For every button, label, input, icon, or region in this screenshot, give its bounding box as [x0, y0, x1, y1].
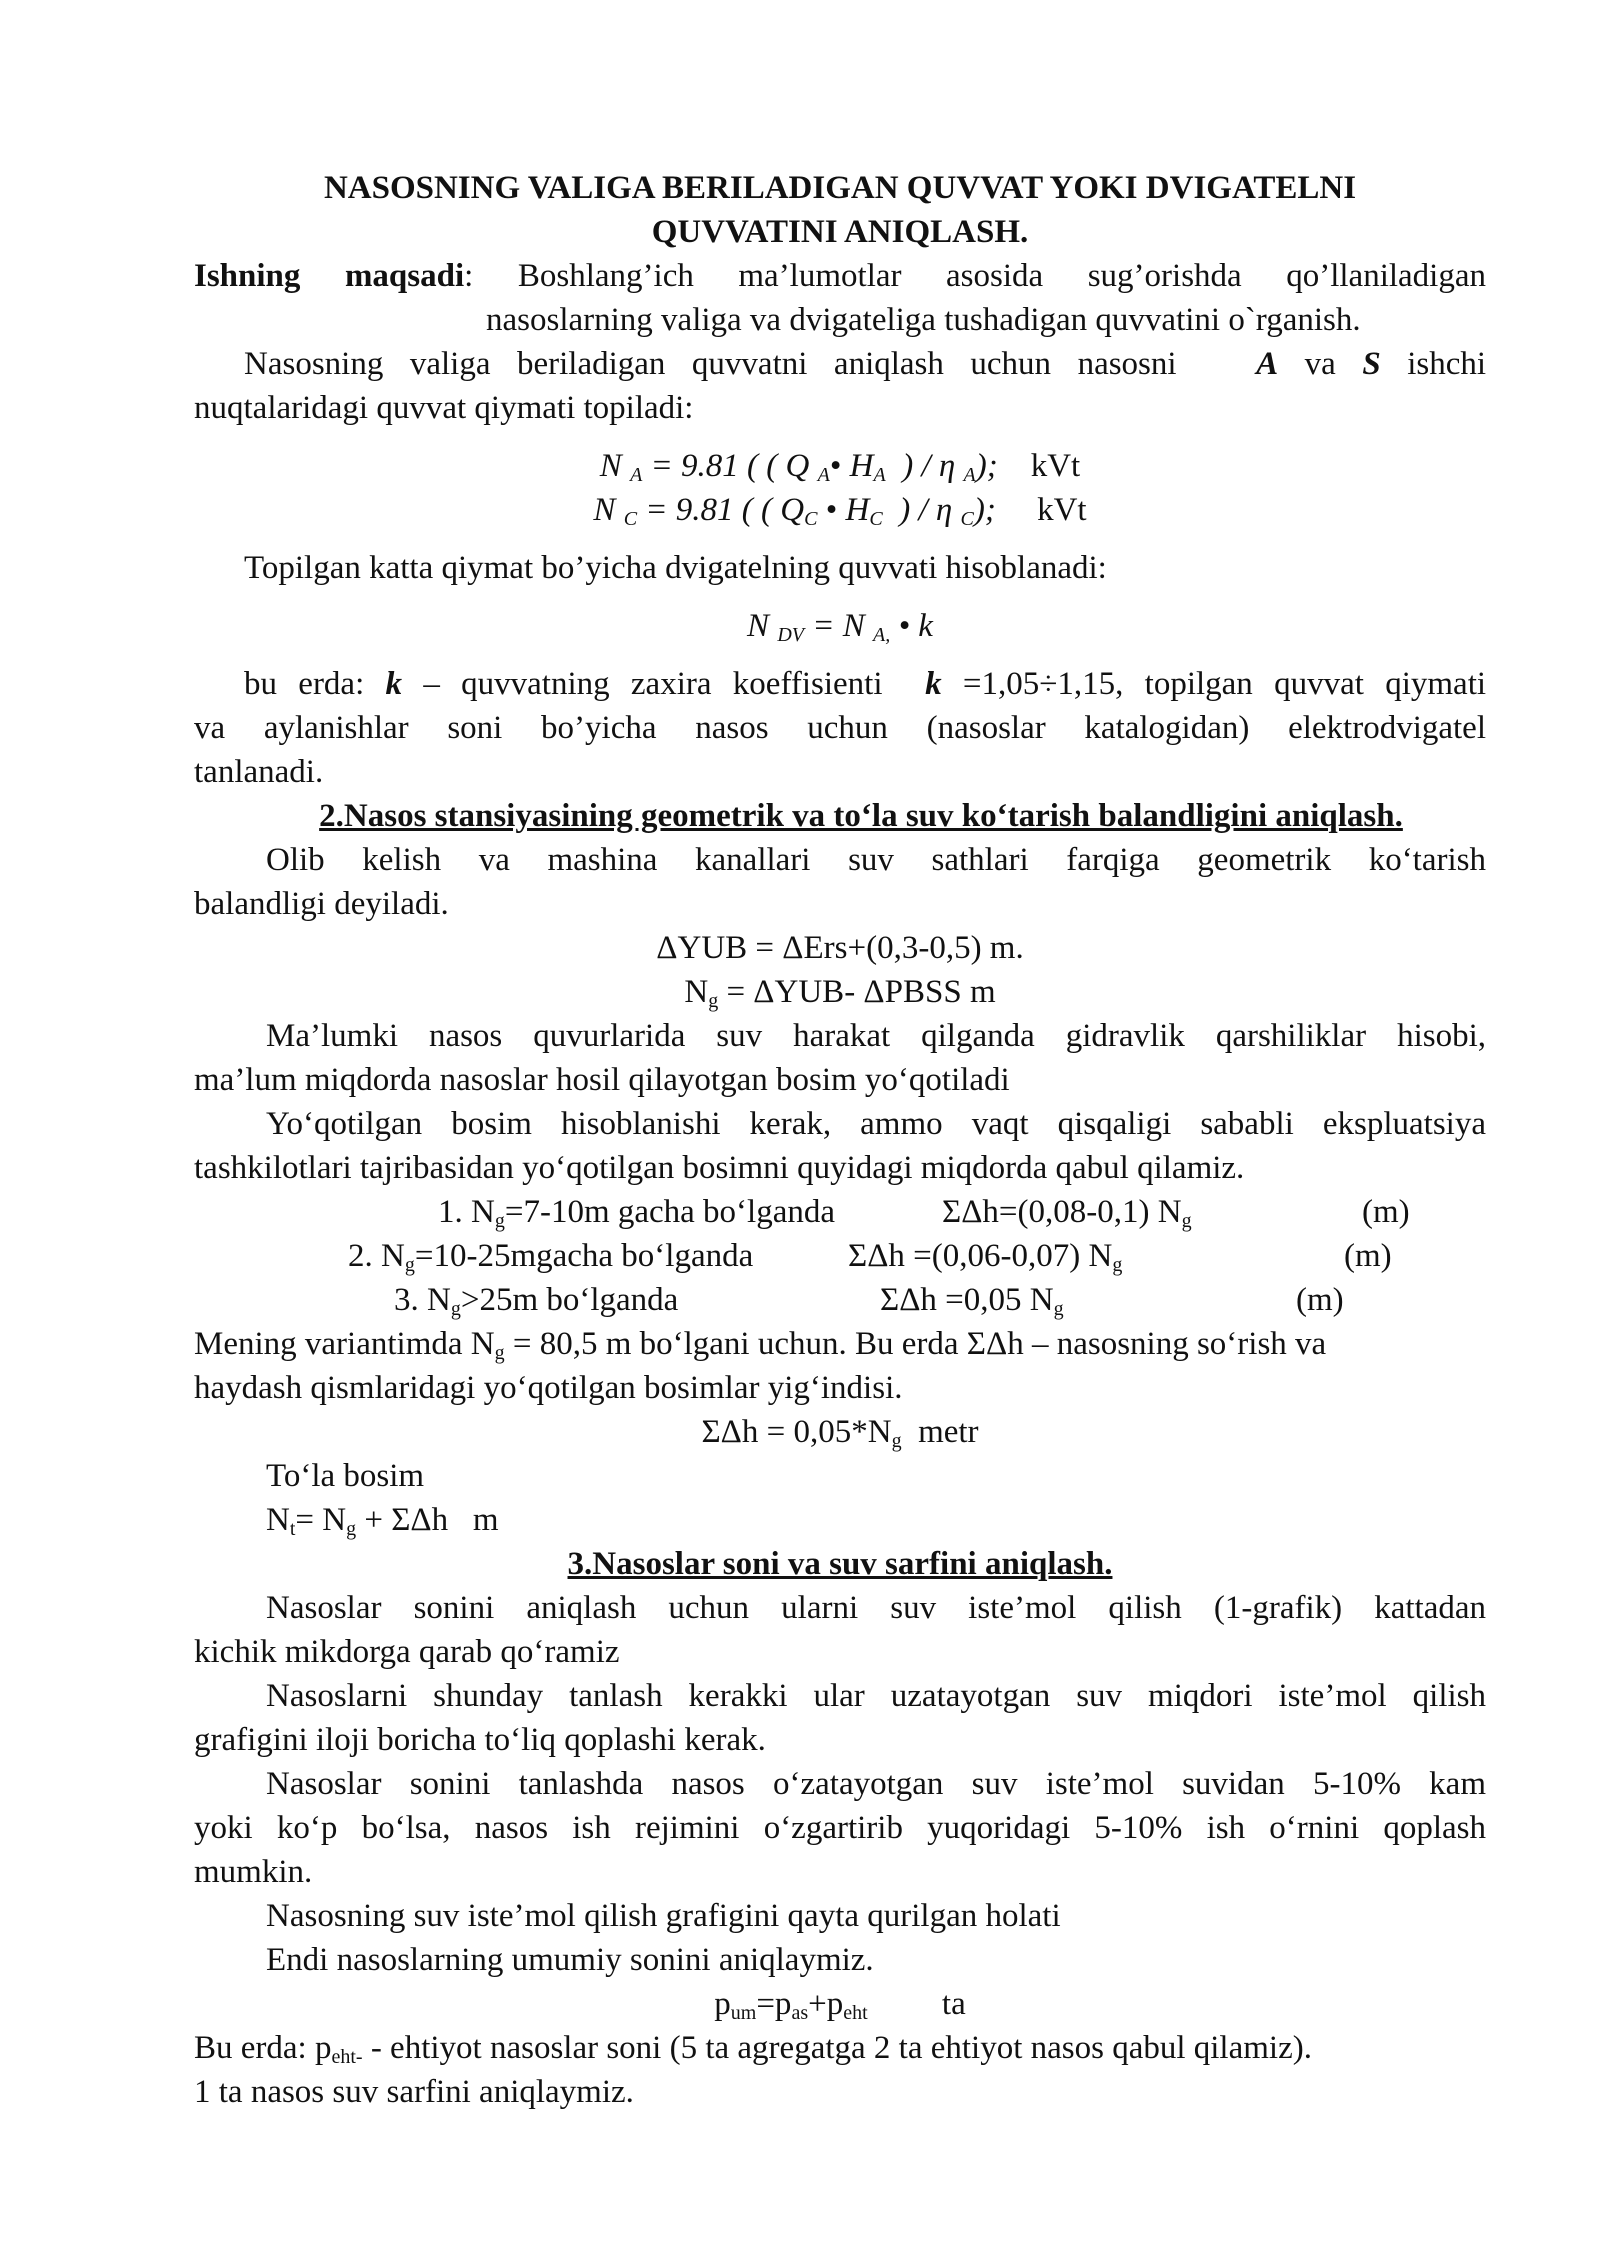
page-title-line-1: NASOSNING VALIGA BERILADIGAN QUVVAT YOKI DVIGATELNI — [323, 170, 1357, 206]
bu-erda-line: Bu erda: $p_{eht-}$ - ehtiyot nasoslar soni (5 ta agregatga 2 ta ehtiyot nasos qabul qilamiz). — [194, 2030, 1312, 2068]
case-row-1: 1. $N_g=7-10m$ gacha bo‘lganda ΣΔh=(0,08-0,1) $N_g$ (m) — [438, 1194, 1410, 1232]
formula-sum-dh: $\Sigma\Delta h = 0,05*N_g$ metr — [701, 1414, 979, 1452]
formula-ng: $N_g = \Delta YUB-$ ΔPBSS m — [684, 974, 996, 1012]
topilgan-text: Topilgan katta qiymat bo’yicha dvigatelning quvvati hisoblanadi: — [244, 550, 1107, 586]
page-title-line-2: QUVVATINI ANIQLASH. — [651, 214, 1029, 250]
s3-p5: Endi nasoslarning umumiy sonini aniqlaymiz. — [266, 1942, 874, 1978]
unit-kvt-c: kVt — [1037, 492, 1087, 528]
formula-ndv: N $_{DV}$ = N $_{A,}$ • k — [747, 608, 933, 646]
s3-p1-line-2: kichik mikdorga qarab qo‘ramiz — [194, 1634, 620, 1670]
formula-yub: ΔYUB = ΔErs+(0,3-0,5) m. — [656, 930, 1024, 966]
intro-line-2: nuqtalaridagi quvvat qiymati topiladi: — [194, 390, 694, 426]
k-line-2: va aylanishlar soni bo’yicha nasos uchun (nasoslar katalogidan) elektrodvigatel — [194, 710, 1486, 746]
variant-line-1: Mening variantimda $N_g = 80,5$ m bo‘lgani uchun. Bu erda ΣΔh – nasosning so‘rish va — [194, 1326, 1327, 1364]
unit-kvt-a: kVt — [1030, 448, 1081, 484]
intro-text-b: ishchi — [1407, 346, 1487, 382]
aim-line-1 — [194, 254, 1486, 298]
case-row-3: 3. $N_g>25m$ bo‘lganda ΣΔh =0,05 $N_g$ (m) — [394, 1282, 1344, 1320]
document-body — [194, 166, 1486, 2114]
s3-p2-line-2: grafigini iloji boricha to‘liq qoplashi kerak. — [194, 1722, 766, 1758]
s2-p2-line-1: Ma’lumki nasos quvurlarida suv harakat qilganda gidravlik qarshiliklar hisobi, — [266, 1018, 1486, 1054]
intro-line-1 — [194, 342, 1486, 386]
s3-p3-line-2: yoki ko‘p bo‘lsa, nasos ish rejimini o‘zgartirib yuqoridagi 5-10% ish o‘rnini qoplash — [194, 1810, 1486, 1846]
aim-label: Ishning maqsadi — [194, 258, 465, 294]
aim-colon: : — [464, 258, 474, 294]
s2-p2-line-2: ma’lum miqdorda nasoslar hosil qilayotgan bosim yo‘qotiladi — [194, 1062, 1010, 1098]
s3-p3-line-3: mumkin. — [194, 1854, 313, 1890]
s3-p3-line-1: Nasoslar sonini tanlashda nasos o‘zatayotgan suv iste’mol suvidan 5-10% kam — [266, 1766, 1486, 1802]
tola-bosim: To‘la bosim — [266, 1458, 425, 1494]
formula-na: N $_A$ = 9.81 ( ( Q $_A$• $H_A$ ) / η $_A$); kVt — [599, 448, 1081, 486]
aim-line-2: nasoslarning valiga va dvigateliga tushadigan quvvatini o`rganish. — [486, 302, 1361, 338]
section-2-heading: 2.Nasos stansiyasining geometrik va to‘la suv ko‘tarish balandligini aniqlash. — [319, 798, 1403, 834]
last-line: 1 ta nasos suv sarfini aniqlaymiz. — [194, 2074, 634, 2110]
point-a: A — [1256, 346, 1279, 382]
s2-p1-line-2: balandligi deyiladi. — [194, 886, 449, 922]
formula-nc: N $_C$ = 9.81 ( ( $Q_C$ • $H_C$ ) / η $_C$); kVt — [593, 492, 1087, 530]
formula-pum: $p_{um}=p_{as}+p_{eht}$ ta — [714, 1986, 966, 2024]
k-line-3: tanlanadi. — [194, 754, 324, 790]
variant-line-2: haydash qismlaridagi yo‘qotilgan bosimlar yig‘indisi. — [194, 1370, 903, 1406]
s3-p4: Nasosning suv iste’mol qilish grafigini qayta qurilgan holati — [266, 1898, 1061, 1934]
s3-p1-line-1: Nasoslar sonini aniqlash uchun ularni suv iste’mol qilish (1-grafik) kattadan — [266, 1590, 1486, 1626]
case-row-2: 2. $N_g=10-25mgacha$ bo‘lganda ΣΔh =(0,06-0,07) $N_g$ (m) — [348, 1238, 1392, 1276]
s2-p3-line-2: tashkilotlari tajribasidan yo‘qotilgan bosimni quyidagi miqdorda qabul qilamiz. — [194, 1150, 1245, 1186]
s2-p1-line-1: Olib kelish va mashina kanallari suv sathlari farqiga geometrik ko‘tarish — [266, 842, 1486, 878]
formula-nt: $N_t= N_g + \Sigma\Delta h$ m — [266, 1502, 499, 1540]
s3-p2-line-1: Nasoslarni shunday tanlash kerakki ular uzatayotgan suv miqdori iste’mol qilish — [266, 1678, 1486, 1714]
intro-va: va — [1304, 346, 1336, 382]
s2-p3-line-1: Yo‘qotilgan bosim hisoblanishi kerak, ammo vaqt qisqaligi sababli ekspluatsiya — [266, 1106, 1486, 1142]
k-line-1: bu erda: k – quvvatning zaxira koeffisienti k =1,05÷1,15, topilgan quvvat qiymati — [244, 666, 1487, 702]
loss-cases — [194, 1190, 1486, 1322]
section-3-heading: 3.Nasoslar soni va suv sarfini aniqlash. — [567, 1546, 1113, 1582]
aim-text-1: Boshlang’ich ma’lumotlar asosida sug’orishda qo’llaniladigan — [517, 258, 1486, 294]
point-s: S — [1362, 346, 1381, 382]
intro-text-a: Nasosning valiga beriladigan quvvatni aniqlash uchun nasosni — [244, 346, 1177, 382]
